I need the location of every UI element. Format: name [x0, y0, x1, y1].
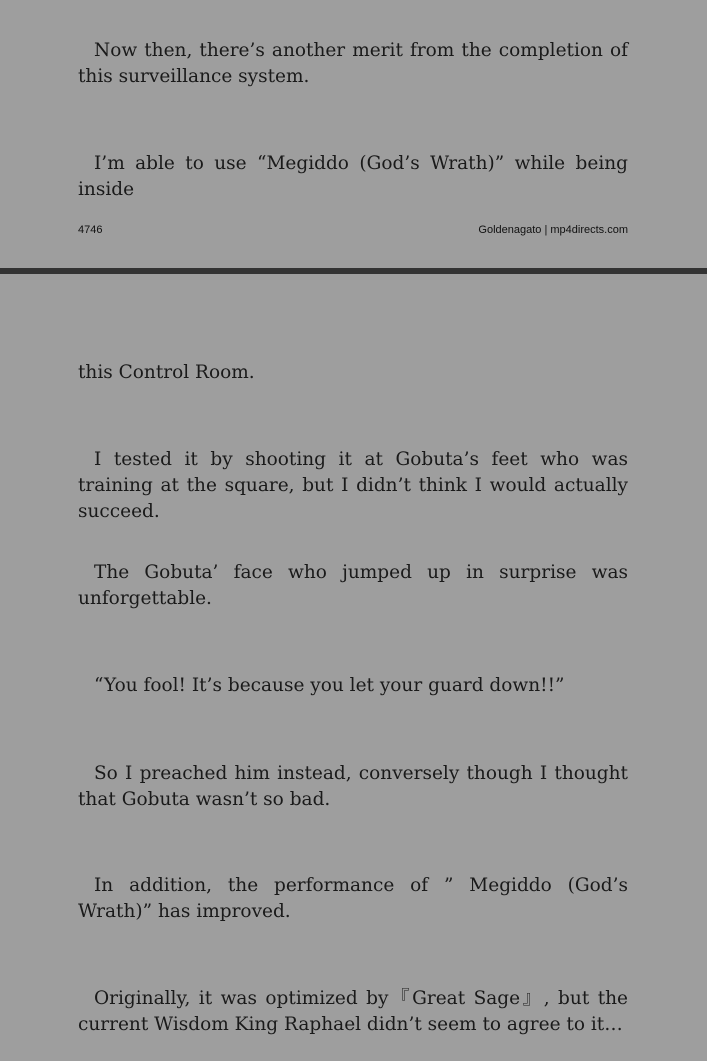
paragraph: So I preached him instead, conversely though I thought that Gobuta wasn’t so bad. — [78, 763, 628, 810]
paragraph: Now then, there’s another merit from the completion of this surveillance system. — [78, 40, 628, 87]
paragraph: “You fool! It’s because you let your guard down!!” — [94, 675, 565, 696]
source-credit: Goldenagato | mp4directs.com — [478, 224, 628, 236]
paragraph: I’m able to use “Megiddo (God’s Wrath)” while being inside — [78, 153, 628, 200]
paragraph: Originally, it was optimized by『Great Sage』, but the current Wisdom King Raphael didn’t seem to agree to it… — [78, 988, 628, 1035]
paragraph: this Control Room. — [78, 362, 255, 383]
paragraph: I tested it by shooting it at Gobuta’s feet who was training at the square, but I didn’t think I would actually succeed. — [78, 449, 628, 522]
paragraph: In addition, the performance of ” Megiddo (God’s Wrath)” has improved. — [78, 875, 628, 922]
page-number: 4746 — [78, 224, 103, 236]
paragraph: The Gobuta’ face who jumped up in surprise was unforgettable. — [78, 562, 628, 609]
page-top — [0, 0, 707, 268]
page-bottom — [0, 274, 707, 1061]
